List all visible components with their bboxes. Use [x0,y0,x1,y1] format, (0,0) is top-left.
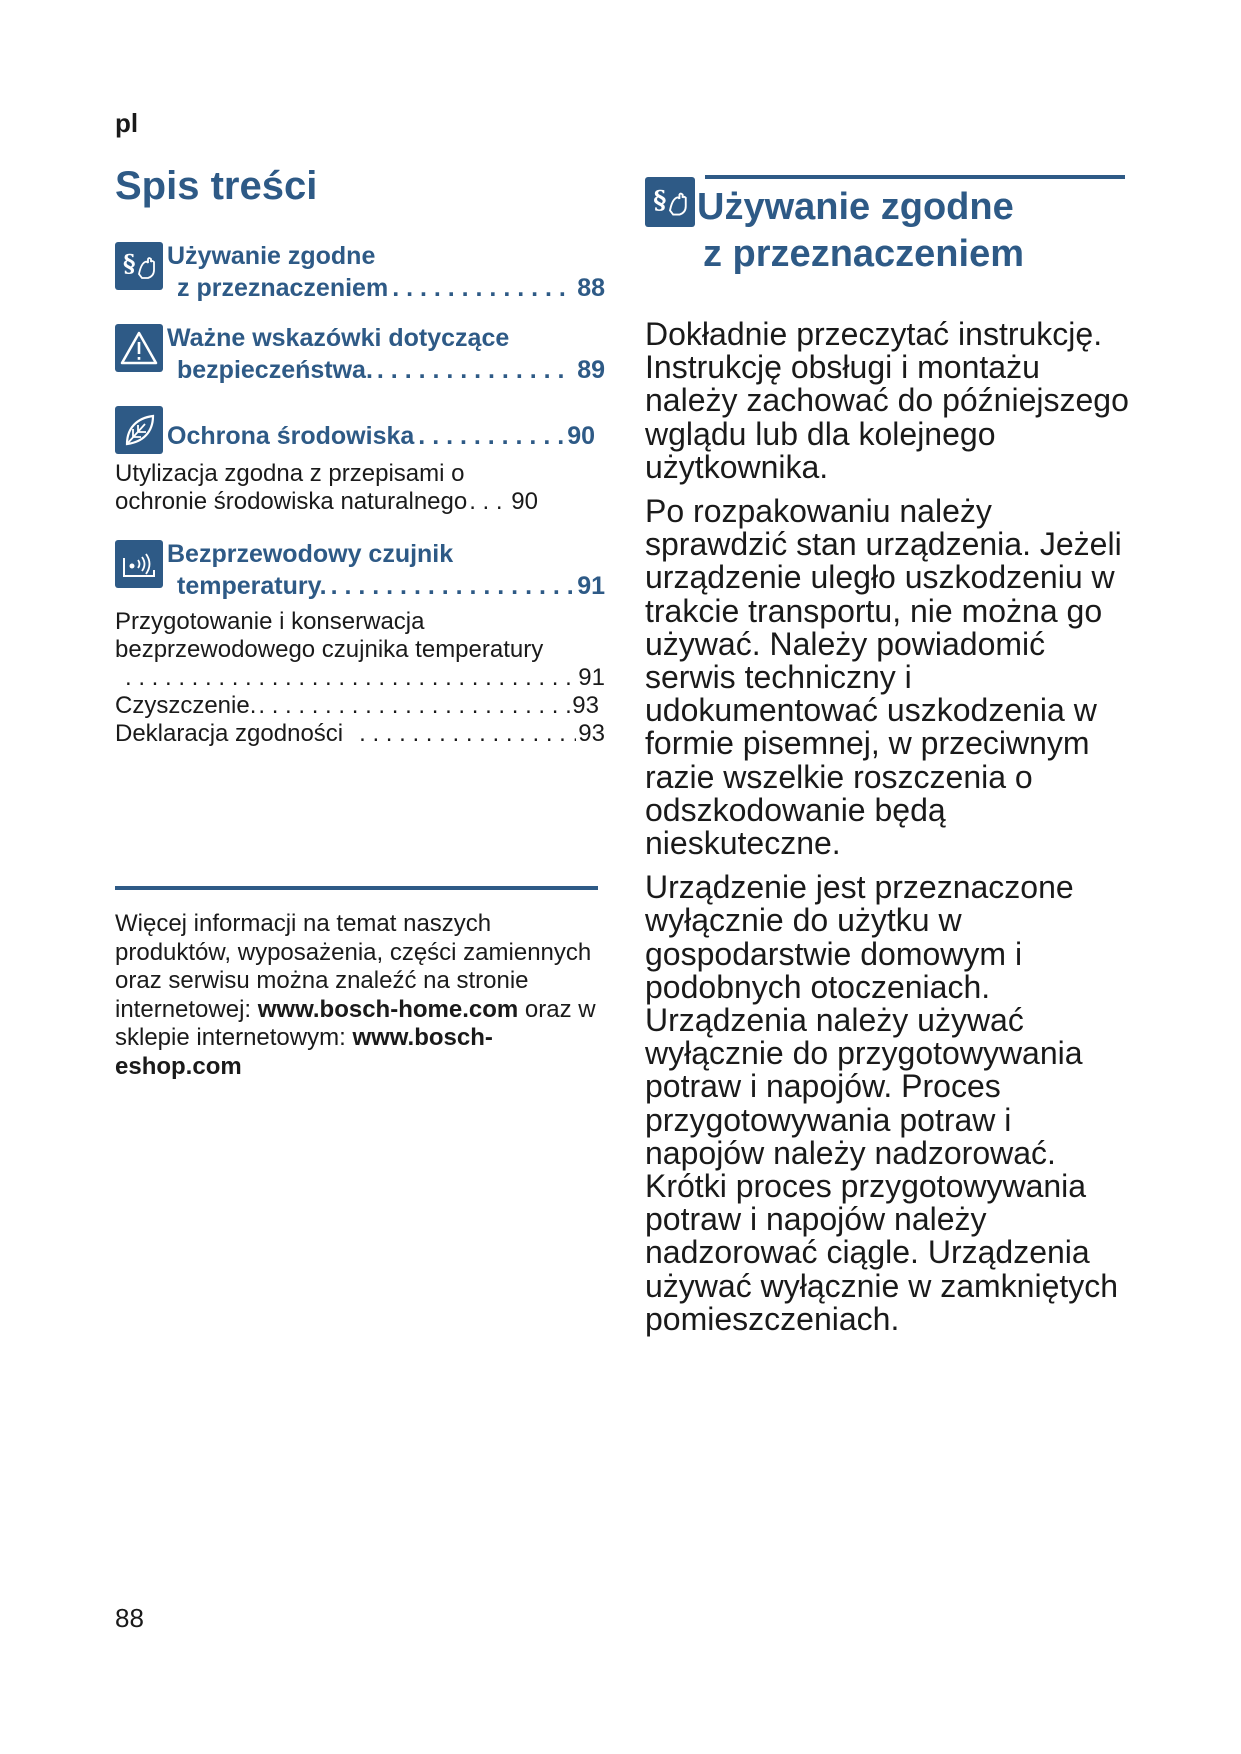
table-of-contents [115,240,605,748]
toc-subentry[interactable] [115,608,605,692]
heading-line1: Używanie zgodne [697,186,1014,228]
toc-page-number: 91 [577,572,605,600]
leader-dots [418,420,563,452]
leader-dots [469,488,509,516]
info-text-mid: oraz w sklepie internetowym: [115,995,596,1051]
toc-page-number: 89 [577,356,605,384]
toc-section-safety[interactable] [115,322,605,386]
toc-section-line1: Używanie zgodne [167,242,376,270]
info-text: Więcej informacji na temat naszych produktów, wyposażenia, części zamiennych oraz serwisu można znaleźć na stronie internetowej: [115,910,592,1023]
leader-dots [392,272,573,304]
paragraph-hand-icon [115,242,163,290]
toc-page-number: 91 [578,664,605,691]
toc-page-number: 90 [567,422,595,450]
leader-dots [359,720,576,748]
toc-section-intended-use[interactable] [115,240,605,304]
toc-page-number: 93 [578,720,605,747]
toc-subentry[interactable] [115,720,605,748]
body-paragraph: Po rozpakowaniu należy sprawdzić stan urządzenia. Jeżeli urządzenie uległo uszkodzeniu w trakcie transportu, nie można go używać. Należy powiadomić serwis techniczny i udokumentować uszkodzenia w formie pisemnej, w przeciwnym razie wszelkie roszczenia o odszkodowanie będą nieskuteczne. [645,493,1122,862]
bosch-eshop-link[interactable]: www.bosch-eshop.com [115,1024,493,1080]
toc-subentry-line2: bezprzewodowego czujnika temperatury [115,636,544,663]
toc-section-line2: bezpieczeństwa. [177,356,373,384]
toc-section-line2: temperatury. [177,572,327,600]
svg-text:§: § [123,249,136,278]
bosch-home-link[interactable]: www.bosch-home.com [257,995,519,1023]
leader-dots [125,664,576,692]
toc-subentry-line1: Deklaracja zgodności [115,720,344,747]
svg-text:§: § [653,184,667,215]
toc-section-line1: Bezprzewodowy czujnik [167,540,454,568]
body-paragraph: Urządzenie jest przeznaczone wyłącznie do użytku w gospodarstwie domowym i podobnych otoczeniach. Urządzenia należy używać wyłącznie do przygotowywania potraw i napojów. Proces przygotowywania potraw i napojów należy nadzorować. Krótki proces przygotowywania potraw i napojów należy nadzorować ciągle. Urządzenia używać wyłącznie w zamkniętych pomieszczeniach. [645,869,1119,1337]
wireless-sensor-icon [115,540,163,588]
page-number: 88 [115,1603,144,1633]
toc-page-number: 93 [572,692,599,719]
toc-section-line2: z przeznaczeniem [177,274,389,302]
body-paragraph: Dokładnie przeczytać instrukcję. Instrukcję obsługi i montażu należy zachować do późniejszego wglądu lub dla kolejnego użytkownika. [645,316,1129,485]
warning-triangle-icon [115,324,163,372]
toc-section-line1: Ochrona środowiska [167,422,415,450]
intended-use-body [645,318,1130,1347]
toc-subentry-line1: Utylizacja zgodna z przepisami o [115,460,465,487]
heading-line2: z przeznaczeniem [703,233,1024,275]
leaf-icon [115,406,163,454]
leader-dots [377,354,573,386]
leader-dots [331,570,574,602]
toc-section-line1: Ważne wskazówki dotyczące [167,324,510,352]
toc-title: Spis treści [115,164,318,208]
toc-subentry[interactable] [115,460,605,516]
more-info-paragraph [115,910,605,1081]
paragraph-hand-icon [645,177,695,227]
toc-section-wireless-sensor[interactable] [115,538,605,602]
toc-subentry-line1: Przygotowanie i konserwacja [115,608,425,635]
toc-subentry-line2: ochronie środowiska naturalnego [115,488,468,515]
leader-dots [258,692,570,720]
toc-subentry-line1: Czyszczenie. [115,692,257,719]
section-divider [115,886,598,890]
header-rule [705,175,1125,179]
language-code: pl [115,108,139,138]
toc-page-number: 88 [577,274,605,302]
toc-page-number: 90 [511,488,538,515]
section-heading [697,184,1137,278]
toc-subentry[interactable] [115,692,605,720]
toc-section-environment[interactable] [115,404,605,452]
